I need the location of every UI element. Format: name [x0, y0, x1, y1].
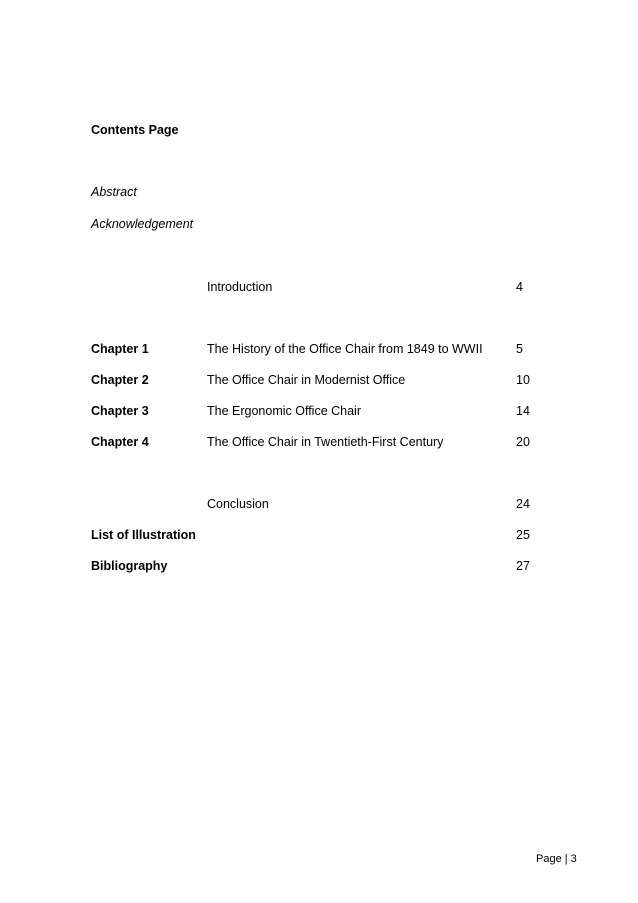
toc-entry-label: Chapter 3	[91, 404, 149, 418]
toc-entry-title: The Ergonomic Office Chair	[207, 404, 361, 418]
toc-entry-label: Bibliography	[91, 559, 168, 573]
toc-entry-page: 20	[516, 435, 530, 449]
toc-entry-title: Introduction	[207, 280, 273, 294]
front-matter-acknowledgement: Acknowledgement	[91, 217, 194, 231]
toc-entry-title: Conclusion	[207, 497, 269, 511]
toc-entry-page: 14	[516, 404, 530, 418]
toc-entry-title: The History of the Office Chair from 1849 to WWII	[207, 342, 483, 356]
toc-entry-page: 24	[516, 497, 530, 511]
toc-entry-page: 5	[516, 342, 523, 356]
toc-entry-page: 4	[516, 280, 523, 294]
page-title: Contents Page	[91, 123, 179, 137]
toc-entry-label: Chapter 4	[91, 435, 149, 449]
toc-entry-title: The Office Chair in Twentieth-First Century	[207, 435, 444, 449]
front-matter-abstract: Abstract	[91, 185, 137, 199]
toc-entry-label: List of Illustration	[91, 528, 196, 542]
page-number-footer: Page | 3	[536, 853, 577, 865]
toc-entry-page: 25	[516, 528, 530, 542]
toc-entry-label: Chapter 1	[91, 342, 149, 356]
toc-entry-page: 10	[516, 373, 530, 387]
toc-entry-label: Chapter 2	[91, 373, 149, 387]
toc-entry-page: 27	[516, 559, 530, 573]
toc-entry-title: The Office Chair in Modernist Office	[207, 373, 406, 387]
